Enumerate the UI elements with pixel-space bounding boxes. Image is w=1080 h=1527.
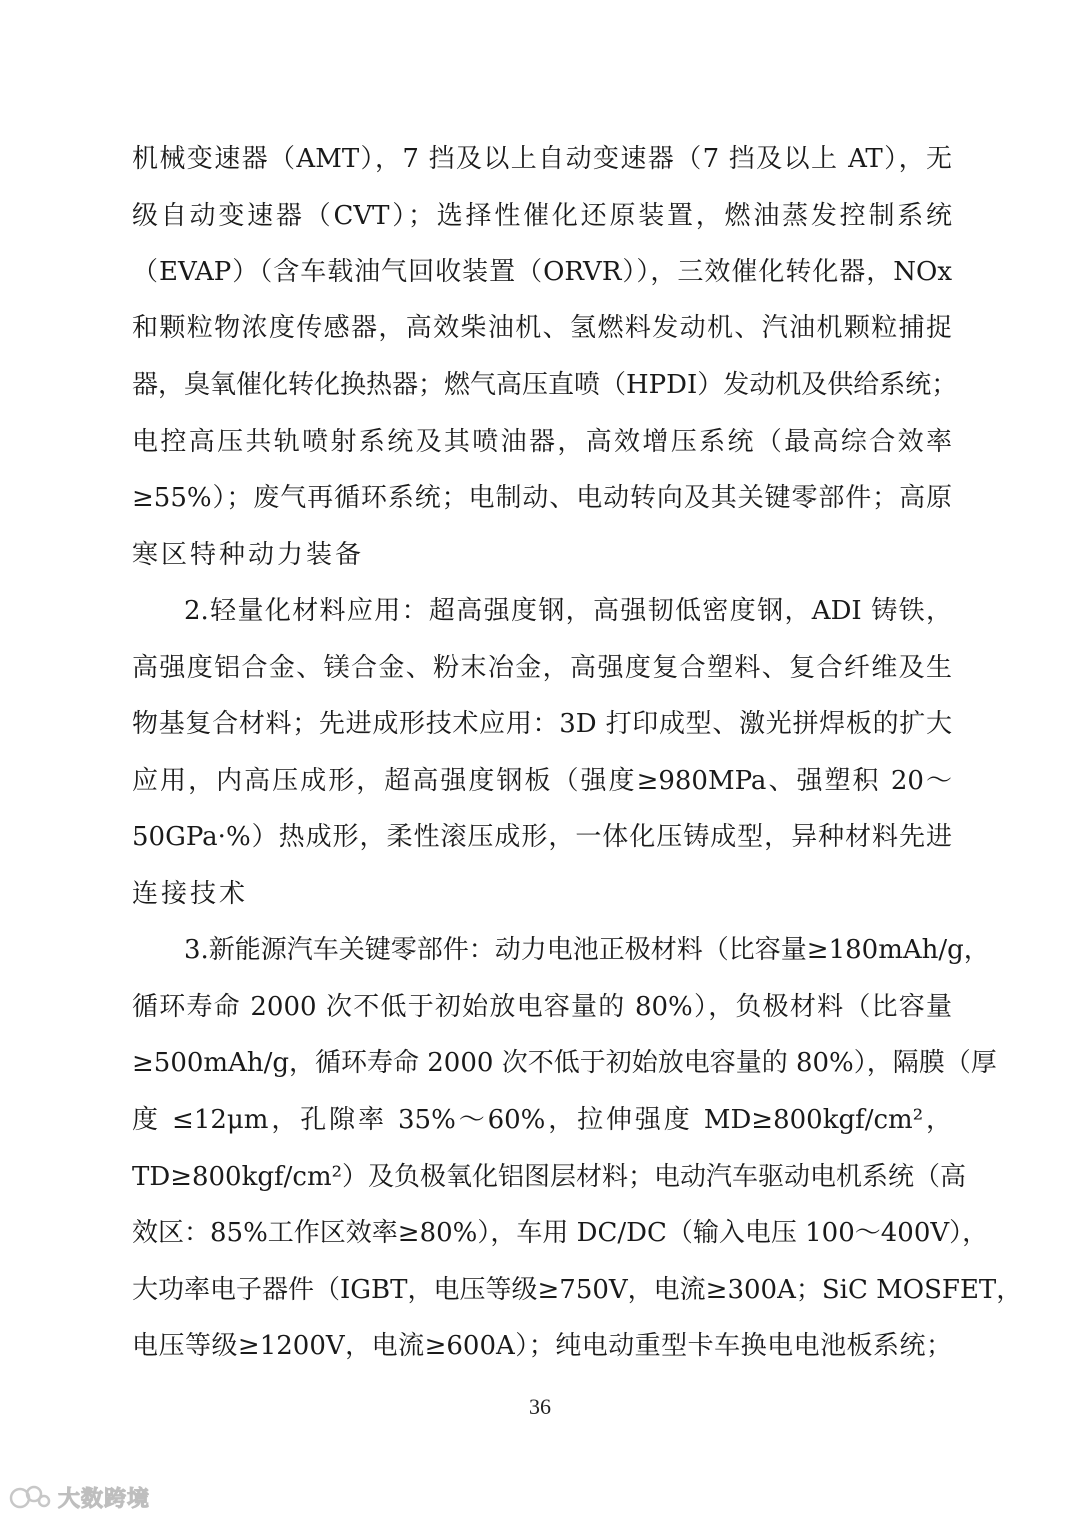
watermark — [8, 1480, 150, 1514]
text-line: 连接技术 — [132, 879, 249, 909]
text-line: 器，臭氧催化转化换热器；燃气高压直喷（HPDI）发动机及供给系统； — [132, 370, 958, 400]
text-line: 2.轻量化材料应用：超高强度钢，高强韧低密度钢，ADI 铸铁， — [184, 596, 952, 626]
text-line: （EVAP）（含车载油气回收装置（ORVR）），三效催化转化器，NOx — [132, 257, 952, 287]
text-line: TD≥800kgf/cm²）及负极氧化铝图层材料；电动汽车驱动电机系统（高 — [132, 1162, 967, 1192]
text-line: 3.新能源汽车关键零部件：动力电池正极材料（比容量≥180mAh/g， — [184, 935, 990, 965]
text-line: 和颗粒物浓度传感器，高效柴油机、氢燃料发动机、汽油机颗粒捕捉 — [132, 313, 952, 343]
text-line: 效区：85%工作区效率≥80%），车用 DC/DC（输入电压 100～400V）， — [132, 1218, 989, 1248]
text-line: 机械变速器（AMT），7 挡及以上自动变速器（7 挡及以上 AT），无 — [132, 144, 952, 174]
page-number: 36 — [529, 1394, 551, 1419]
text-line: 应用，内高压成形，超高强度钢板（强度≥980MPa、强塑积 20～ — [132, 766, 952, 796]
brand-logo-icon — [8, 1482, 52, 1512]
text-line: 大功率电子器件（IGBT，电压等级≥750V，电流≥300A；SiC MOSFET， — [132, 1275, 1023, 1305]
text-line: 高强度铝合金、镁合金、粉末冶金，高强度复合塑料、复合纤维及生 — [132, 653, 952, 683]
text-line: ≥500mAh/g，循环寿命 2000 次不低于初始放电容量的 80%），隔膜（厚 — [132, 1048, 997, 1078]
text-line: 电压等级≥1200V，电流≥600A）；纯电动重型卡车换电电池板系统； — [132, 1331, 952, 1361]
text-line: 度 ≤12μm，孔隙率 35%～60%，拉伸强度 MD≥800kgf/cm²， — [132, 1105, 952, 1135]
text-line: 级自动变速器（CVT）；选择性催化还原装置，燃油蒸发控制系统 — [132, 201, 952, 231]
text-line: 50GPa·%）热成形，柔性滚压成形，一体化压铸成型，异种材料先进 — [132, 822, 952, 852]
text-line: 循环寿命 2000 次不低于初始放电容量的 80%），负极材料（比容量 — [132, 992, 952, 1022]
text-line: 电控高压共轨喷射系统及其喷油器，高效增压系统（最高综合效率 — [132, 427, 952, 457]
watermark-text: 大数跨境 — [58, 1486, 151, 1512]
text-line: ≥55%）；废气再循环系统；电制动、电动转向及其关键零部件；高原 — [132, 483, 952, 513]
text-line: 物基复合材料；先进成形技术应用：3D 打印成型、激光拼焊板的扩大 — [132, 709, 952, 739]
text-line: 寒区特种动力装备 — [132, 540, 365, 570]
